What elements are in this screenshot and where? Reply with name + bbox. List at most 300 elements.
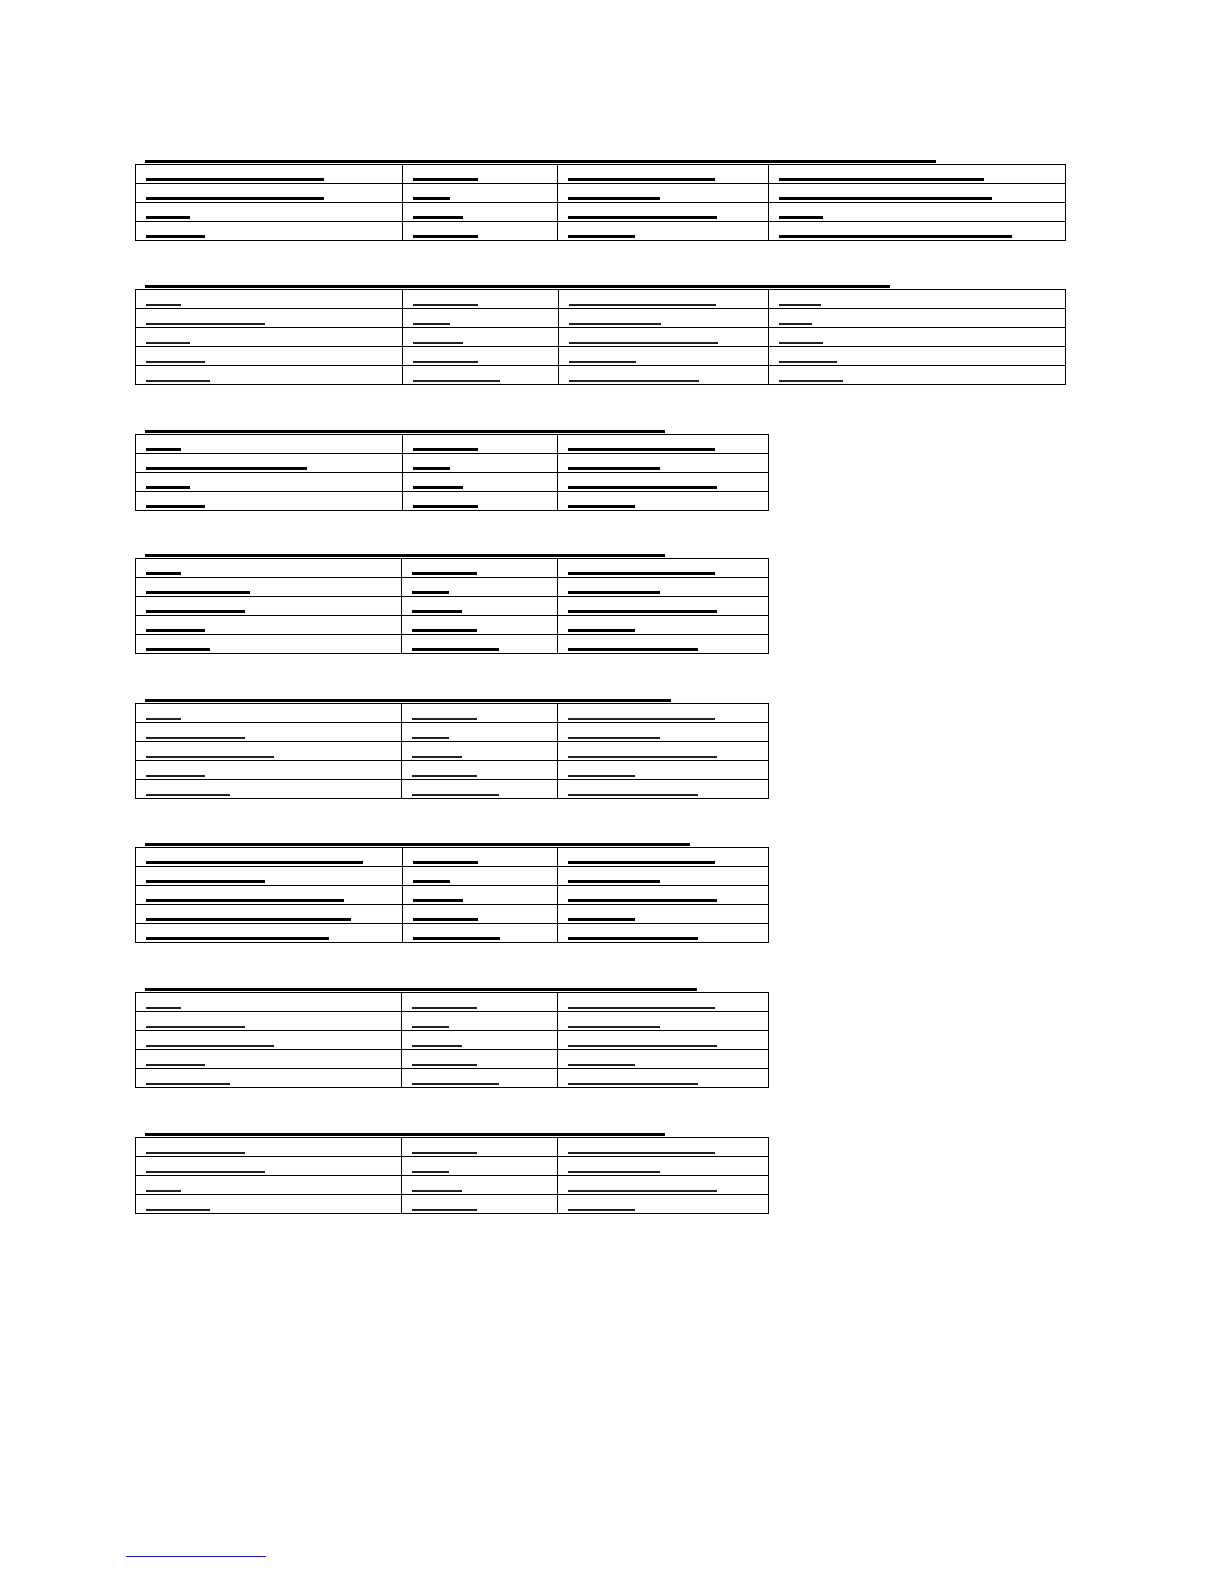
cell-underline [568,610,717,613]
table-cell [136,848,403,867]
cell-underline [146,718,181,720]
cell-underline [569,323,661,325]
cell-underline [569,380,699,382]
cell-underline [568,629,635,632]
cell-underline [146,486,190,489]
cell-underline [146,880,265,883]
table-row [136,454,769,473]
cell-underline [568,1152,715,1154]
cell-underline [413,380,500,382]
table-cell [558,1138,769,1157]
cell-underline [412,1026,449,1028]
table-cell [769,184,1066,203]
cell-underline [412,591,449,594]
table-cell [558,867,769,886]
cell-underline [568,1171,660,1173]
table-row [136,473,769,492]
data-table [135,1137,769,1214]
cell-underline [146,323,265,325]
cell-underline [146,1209,210,1211]
table-cell [558,347,769,366]
table-cell [402,492,558,511]
cell-underline [568,572,715,575]
cell-underline [146,937,329,940]
cell-underline [412,572,477,575]
heading-underline [145,160,936,163]
cell-underline [146,572,181,575]
cell-underline [568,448,715,451]
cell-underline [568,1190,717,1192]
table-cell [558,1176,769,1195]
heading-underline [145,430,665,433]
table-section [135,841,769,943]
table-cell [769,203,1066,222]
heading-underline [145,1133,665,1136]
table-row [136,1012,769,1031]
cell-underline [568,918,635,921]
table-row [136,924,769,943]
cell-underline [779,342,823,344]
table-section [135,986,769,1088]
table-row [136,492,769,511]
cell-underline [146,361,205,363]
table-cell [136,867,403,886]
table-row [136,723,769,742]
table-cell [558,597,769,616]
table-cell [402,635,558,654]
table-cell [136,1176,402,1195]
table-cell [558,1195,769,1214]
cell-underline [413,342,463,344]
cell-underline [569,361,636,363]
table-row [136,780,769,799]
cell-underline [412,1007,477,1009]
cell-underline [146,737,245,739]
table-cell [136,290,403,309]
cell-underline [146,235,205,238]
table-cell [402,559,558,578]
data-table [135,164,1066,241]
table-cell [558,1069,769,1088]
cell-underline [413,937,500,940]
cell-underline [146,448,181,451]
cell-underline [413,448,478,451]
cell-underline [146,1083,230,1085]
cell-underline [413,235,478,238]
cell-underline [146,629,205,632]
table-row [136,203,1066,222]
table-cell [769,347,1066,366]
table-cell [136,492,403,511]
table-row [136,1138,769,1157]
cell-underline [146,505,205,508]
cell-underline [779,178,984,181]
cell-underline [779,361,837,363]
cell-underline [413,880,450,883]
table-cell [402,1157,558,1176]
table-row [136,886,769,905]
table-cell [402,1195,558,1214]
cell-underline [568,1064,635,1066]
heading-underline [145,988,697,991]
table-cell [136,328,403,347]
table-cell [769,328,1066,347]
table-cell [769,290,1066,309]
cell-underline [568,178,715,181]
table-cell [136,1012,402,1031]
table-cell [558,635,769,654]
table-cell [402,780,558,799]
data-table [135,289,1066,385]
table-row [136,328,1066,347]
cell-underline [568,235,635,238]
table-cell [558,616,769,635]
cell-underline [412,1152,477,1154]
cell-underline [569,342,718,344]
table-cell [402,290,558,309]
table-row [136,848,769,867]
cell-underline [412,610,462,613]
table-row [136,597,769,616]
heading-underline [145,843,690,846]
table-row [136,1050,769,1069]
cell-underline [568,505,635,508]
table-cell [558,905,769,924]
table-cell [136,1138,402,1157]
cell-underline [413,861,478,864]
cell-underline [779,304,821,306]
table-cell [402,222,558,241]
table-cell [136,905,403,924]
table-cell [136,704,402,723]
table-cell [136,559,402,578]
table-cell [136,1031,402,1050]
table-section [135,552,769,654]
table-cell [402,924,558,943]
table-heading [135,697,769,703]
cell-underline [146,591,250,594]
table-cell [136,184,403,203]
table-cell [136,780,402,799]
table-cell [558,366,769,385]
table-cell [136,1050,402,1069]
table-cell [558,184,769,203]
table-row [136,1069,769,1088]
cell-underline [146,918,351,921]
table-cell [402,886,558,905]
table-cell [402,1176,558,1195]
table-cell [136,578,402,597]
cell-underline [568,794,698,796]
table-cell [558,203,769,222]
table-row [136,165,1066,184]
cell-underline [568,467,660,470]
cell-underline [568,937,698,940]
table-cell [402,993,558,1012]
cell-underline [146,1171,265,1173]
table-cell [136,597,402,616]
cell-underline [412,1209,477,1211]
cell-underline [568,756,717,758]
table-cell [402,454,558,473]
table-cell [558,704,769,723]
cell-underline [146,380,210,382]
cell-underline [412,1064,477,1066]
table-cell [136,1157,402,1176]
cell-underline [412,718,477,720]
cell-underline [146,216,190,219]
cell-underline [146,899,344,902]
table-row [136,704,769,723]
cell-underline [412,794,499,796]
table-row [136,1157,769,1176]
table-row [136,184,1066,203]
cell-underline [568,197,660,200]
cell-underline [146,467,307,470]
cell-underline [568,775,635,777]
table-cell [402,435,558,454]
table-cell [558,723,769,742]
table-cell [136,616,402,635]
cell-underline [568,1209,635,1211]
table-row [136,347,1066,366]
cell-underline [413,304,478,306]
data-table [135,558,769,654]
table-cell [402,1069,558,1088]
table-heading [135,986,769,992]
cell-underline [413,323,450,325]
cell-underline [413,467,450,470]
table-cell [402,742,558,761]
table-cell [558,886,769,905]
table-row [136,435,769,454]
table-row [136,309,1066,328]
table-cell [558,1157,769,1176]
table-cell [402,473,558,492]
table-cell [136,1069,402,1088]
table-row [136,616,769,635]
table-cell [558,559,769,578]
table-row [136,1176,769,1195]
cell-underline [413,197,450,200]
heading-underline [145,699,671,702]
table-cell [402,1031,558,1050]
table-cell [402,347,558,366]
table-row [136,742,769,761]
table-cell [769,222,1066,241]
cell-underline [779,216,823,219]
cell-underline [146,1190,181,1192]
cell-underline [413,486,463,489]
cell-underline [413,918,478,921]
table-heading [135,158,1066,164]
cell-underline [146,610,245,613]
cell-underline [779,235,1012,238]
cell-underline [568,1045,717,1047]
cell-underline [146,178,324,181]
table-row [136,1195,769,1214]
table-row [136,993,769,1012]
cell-underline [568,718,715,720]
cell-underline [412,737,449,739]
cell-underline [568,486,717,489]
cell-underline [568,1083,698,1085]
table-cell [558,454,769,473]
table-row [136,290,1066,309]
table-row [136,761,769,780]
table-cell [136,366,403,385]
cell-underline [779,380,843,382]
table-cell [402,203,558,222]
table-cell [136,723,402,742]
cell-underline [412,629,477,632]
cell-underline [146,1007,181,1009]
cell-underline [146,1026,245,1028]
table-row [136,867,769,886]
cell-underline [779,323,812,325]
table-cell [402,905,558,924]
table-heading [135,552,769,558]
cell-underline [146,1064,205,1066]
cell-underline [146,775,205,777]
cell-underline [412,1083,499,1085]
cell-underline [146,1045,274,1047]
cell-underline [413,505,478,508]
table-cell [558,492,769,511]
table-cell [558,290,769,309]
cell-underline [146,304,181,306]
table-cell [558,1012,769,1031]
table-cell [558,1031,769,1050]
data-table [135,847,769,943]
table-cell [402,366,558,385]
table-cell [558,578,769,597]
cell-underline [146,861,363,864]
table-row [136,366,1066,385]
cell-underline [412,756,462,758]
table-cell [558,435,769,454]
table-cell [769,366,1066,385]
table-heading [135,428,769,434]
cell-underline [568,861,715,864]
footer-link-underline[interactable] [126,1556,266,1557]
table-section [135,1131,769,1214]
cell-underline [568,1026,660,1028]
table-cell [136,165,403,184]
cell-underline [146,1152,245,1154]
cell-underline [412,775,477,777]
cell-underline [568,737,660,739]
table-cell [136,993,402,1012]
table-section [135,428,769,511]
table-cell [402,578,558,597]
table-row [136,578,769,597]
table-cell [402,848,558,867]
table-cell [402,704,558,723]
table-cell [136,742,402,761]
cell-underline [568,880,660,883]
table-cell [136,454,403,473]
table-cell [136,886,403,905]
table-cell [402,1138,558,1157]
cell-underline [568,899,717,902]
table-heading [135,841,769,847]
cell-underline [568,216,717,219]
cell-underline [413,361,478,363]
table-cell [136,347,403,366]
table-cell [402,165,558,184]
heading-underline [145,285,890,288]
table-section [135,158,1066,241]
table-cell [558,742,769,761]
table-section [135,283,1066,385]
cell-underline [146,756,274,758]
heading-underline [145,554,665,557]
cell-underline [412,1190,462,1192]
table-cell [136,635,402,654]
table-row [136,905,769,924]
cell-underline [412,1171,449,1173]
cell-underline [146,794,230,796]
cell-underline [146,648,210,651]
table-cell [136,473,403,492]
table-cell [136,309,403,328]
table-row [136,635,769,654]
table-cell [558,328,769,347]
table-heading [135,1131,769,1137]
table-cell [136,435,403,454]
table-section [135,697,769,799]
cell-underline [779,197,992,200]
table-cell [136,924,403,943]
table-cell [558,222,769,241]
data-table [135,703,769,799]
data-table [135,434,769,511]
cell-underline [413,216,463,219]
table-cell [558,924,769,943]
table-cell [136,222,403,241]
cell-underline [413,899,463,902]
cell-underline [569,304,716,306]
table-cell [402,723,558,742]
table-cell [558,993,769,1012]
table-cell [402,1050,558,1069]
table-cell [558,309,769,328]
table-cell [769,165,1066,184]
table-cell [402,867,558,886]
cell-underline [413,178,478,181]
cell-underline [412,648,499,651]
table-cell [402,309,558,328]
table-cell [402,1012,558,1031]
cell-underline [568,1007,715,1009]
table-cell [402,761,558,780]
table-row [136,1031,769,1050]
table-cell [136,1195,402,1214]
cell-underline [568,648,698,651]
table-cell [402,616,558,635]
table-cell [402,328,558,347]
table-cell [769,309,1066,328]
data-table [135,992,769,1088]
table-cell [136,203,403,222]
table-cell [558,1050,769,1069]
cell-underline [568,591,660,594]
table-heading [135,283,1066,289]
table-cell [402,184,558,203]
table-cell [558,780,769,799]
table-row [136,559,769,578]
